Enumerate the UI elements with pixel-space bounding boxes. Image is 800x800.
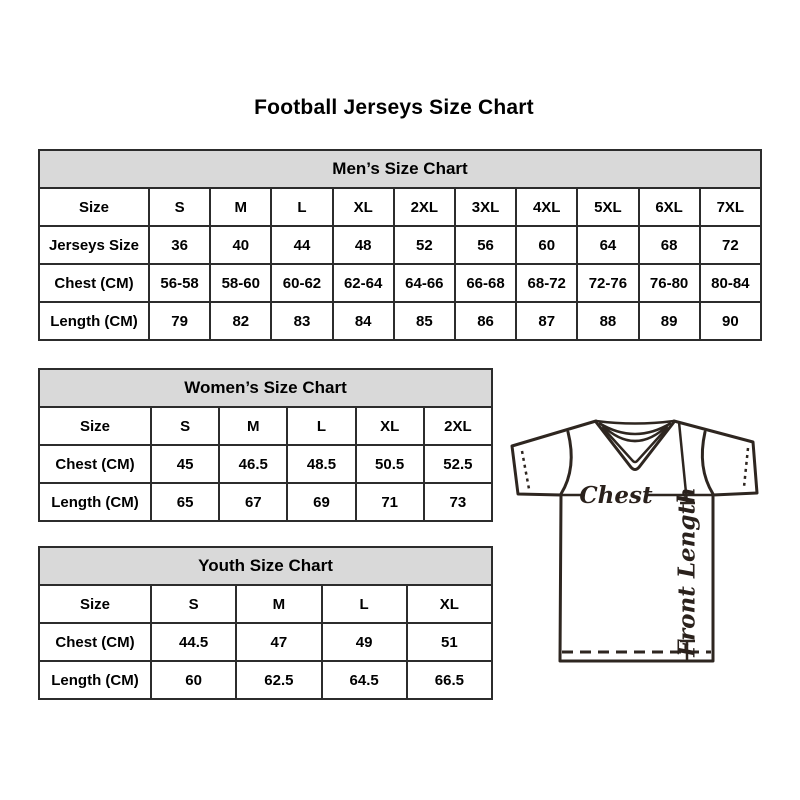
chest-label: Chest: [579, 482, 653, 509]
value-cell: 80-84: [700, 264, 761, 302]
value-cell: 69: [287, 483, 355, 521]
value-cell: 36: [149, 226, 210, 264]
column-header-cell: 2XL: [424, 407, 492, 445]
value-cell: 65: [151, 483, 219, 521]
row-label-cell: Jerseys Size: [39, 226, 149, 264]
table-row: [39, 226, 761, 264]
value-cell: 71: [356, 483, 424, 521]
value-cell: 44: [271, 226, 332, 264]
value-cell: 48.5: [287, 445, 355, 483]
value-cell: 88: [577, 302, 638, 340]
row-label-cell: Chest (CM): [39, 623, 151, 661]
value-cell: 83: [271, 302, 332, 340]
value-cell: 46.5: [219, 445, 287, 483]
column-header-cell: 3XL: [455, 188, 516, 226]
value-cell: 66-68: [455, 264, 516, 302]
column-header-cell: S: [151, 585, 236, 623]
value-cell: 89: [639, 302, 700, 340]
row-label-cell: Chest (CM): [39, 445, 151, 483]
column-header-cell: L: [271, 188, 332, 226]
value-cell: 56: [455, 226, 516, 264]
table-row: [39, 585, 492, 623]
value-cell: 86: [455, 302, 516, 340]
table-row: [39, 407, 492, 445]
value-cell: 82: [210, 302, 271, 340]
value-cell: 58-60: [210, 264, 271, 302]
column-header-cell: 2XL: [394, 188, 455, 226]
column-header-cell: L: [287, 407, 355, 445]
row-label-cell: Length (CM): [39, 302, 149, 340]
value-cell: 60: [516, 226, 577, 264]
value-cell: 79: [149, 302, 210, 340]
table-row: [39, 188, 761, 226]
value-cell: 67: [219, 483, 287, 521]
value-cell: 72: [700, 226, 761, 264]
mens-size-table: [38, 149, 762, 341]
value-cell: 87: [516, 302, 577, 340]
value-cell: 52: [394, 226, 455, 264]
row-label-cell: Chest (CM): [39, 264, 149, 302]
value-cell: 40: [210, 226, 271, 264]
table-row: [39, 264, 761, 302]
value-cell: 68: [639, 226, 700, 264]
column-header-cell: XL: [407, 585, 492, 623]
value-cell: 66.5: [407, 661, 492, 699]
column-header-cell: XL: [333, 188, 394, 226]
row-label-cell: Length (CM): [39, 483, 151, 521]
table-row: [39, 302, 761, 340]
table-row: [39, 445, 492, 483]
column-header-cell: 6XL: [639, 188, 700, 226]
value-cell: 90: [700, 302, 761, 340]
value-cell: 60: [151, 661, 236, 699]
youth-size-table: [38, 546, 493, 700]
value-cell: 47: [236, 623, 321, 661]
value-cell: 72-76: [577, 264, 638, 302]
value-cell: 52.5: [424, 445, 492, 483]
column-header-cell: Size: [39, 407, 151, 445]
jersey-outline-icon: [512, 421, 757, 661]
value-cell: 49: [322, 623, 407, 661]
table-section-title: Women’s Size Chart: [39, 369, 492, 407]
value-cell: 48: [333, 226, 394, 264]
column-header-cell: 7XL: [700, 188, 761, 226]
table-section-title: Men’s Size Chart: [39, 150, 761, 188]
value-cell: 64: [577, 226, 638, 264]
column-header-cell: S: [149, 188, 210, 226]
front-length-label: Front Length: [673, 487, 701, 657]
value-cell: 64-66: [394, 264, 455, 302]
value-cell: 76-80: [639, 264, 700, 302]
value-cell: 85: [394, 302, 455, 340]
table-row: [39, 661, 492, 699]
value-cell: 62.5: [236, 661, 321, 699]
column-header-cell: 4XL: [516, 188, 577, 226]
value-cell: 84: [333, 302, 394, 340]
column-header-cell: M: [236, 585, 321, 623]
column-header-cell: Size: [39, 585, 151, 623]
womens-size-table: [38, 368, 493, 522]
value-cell: 45: [151, 445, 219, 483]
value-cell: 60-62: [271, 264, 332, 302]
table-row: [39, 623, 492, 661]
column-header-cell: XL: [356, 407, 424, 445]
table-row: [39, 483, 492, 521]
value-cell: 56-58: [149, 264, 210, 302]
value-cell: 62-64: [333, 264, 394, 302]
jersey-measurement-diagram: [500, 400, 780, 690]
value-cell: 44.5: [151, 623, 236, 661]
column-header-cell: M: [219, 407, 287, 445]
page-title: Football Jerseys Size Chart: [254, 96, 534, 119]
table-section-title: Youth Size Chart: [39, 547, 492, 585]
column-header-cell: S: [151, 407, 219, 445]
column-header-cell: 5XL: [577, 188, 638, 226]
value-cell: 51: [407, 623, 492, 661]
column-header-cell: Size: [39, 188, 149, 226]
value-cell: 73: [424, 483, 492, 521]
value-cell: 68-72: [516, 264, 577, 302]
column-header-cell: M: [210, 188, 271, 226]
value-cell: 64.5: [322, 661, 407, 699]
column-header-cell: L: [322, 585, 407, 623]
value-cell: 50.5: [356, 445, 424, 483]
row-label-cell: Length (CM): [39, 661, 151, 699]
